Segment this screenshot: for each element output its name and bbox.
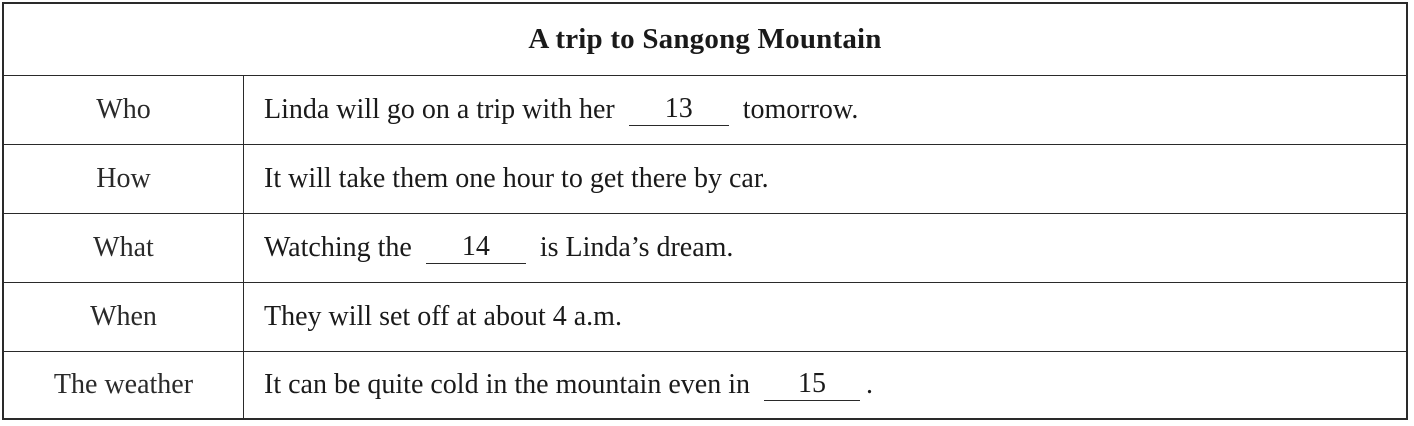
row-content-when [244, 283, 1406, 351]
blank-14: 14 [426, 232, 526, 264]
row-label-when: When [4, 283, 244, 351]
content-text-after: tomorrow. [742, 94, 859, 125]
row-content-how [244, 145, 1406, 213]
content-text: It will take them one hour to get there by car. [264, 163, 769, 194]
blank-13: 13 [629, 94, 729, 126]
row-label-who: Who [4, 76, 244, 144]
table-row-weather [4, 352, 1406, 418]
row-content-who [244, 76, 1406, 144]
content-text-before: Watching the [264, 232, 412, 263]
row-content-what [244, 214, 1406, 282]
table-row-when [4, 283, 1406, 352]
row-label-what: What [4, 214, 244, 282]
table-row-how [4, 145, 1406, 214]
row-label-how: How [4, 145, 244, 213]
content-text-after: . [865, 369, 873, 400]
row-label-weather: The weather [4, 352, 244, 418]
trip-table [2, 2, 1408, 420]
blank-15: 15 [764, 369, 860, 401]
table-row-what [4, 214, 1406, 283]
content-text: They will set off at about 4 a.m. [264, 301, 622, 332]
content-text-before: Linda will go on a trip with her [264, 94, 615, 125]
row-content-weather [244, 352, 1406, 418]
content-text-after: is Linda’s dream. [539, 232, 734, 263]
content-text-before: It can be quite cold in the mountain even in [264, 369, 750, 400]
table-row-who [4, 76, 1406, 145]
table-title: A trip to Sangong Mountain [4, 4, 1406, 76]
